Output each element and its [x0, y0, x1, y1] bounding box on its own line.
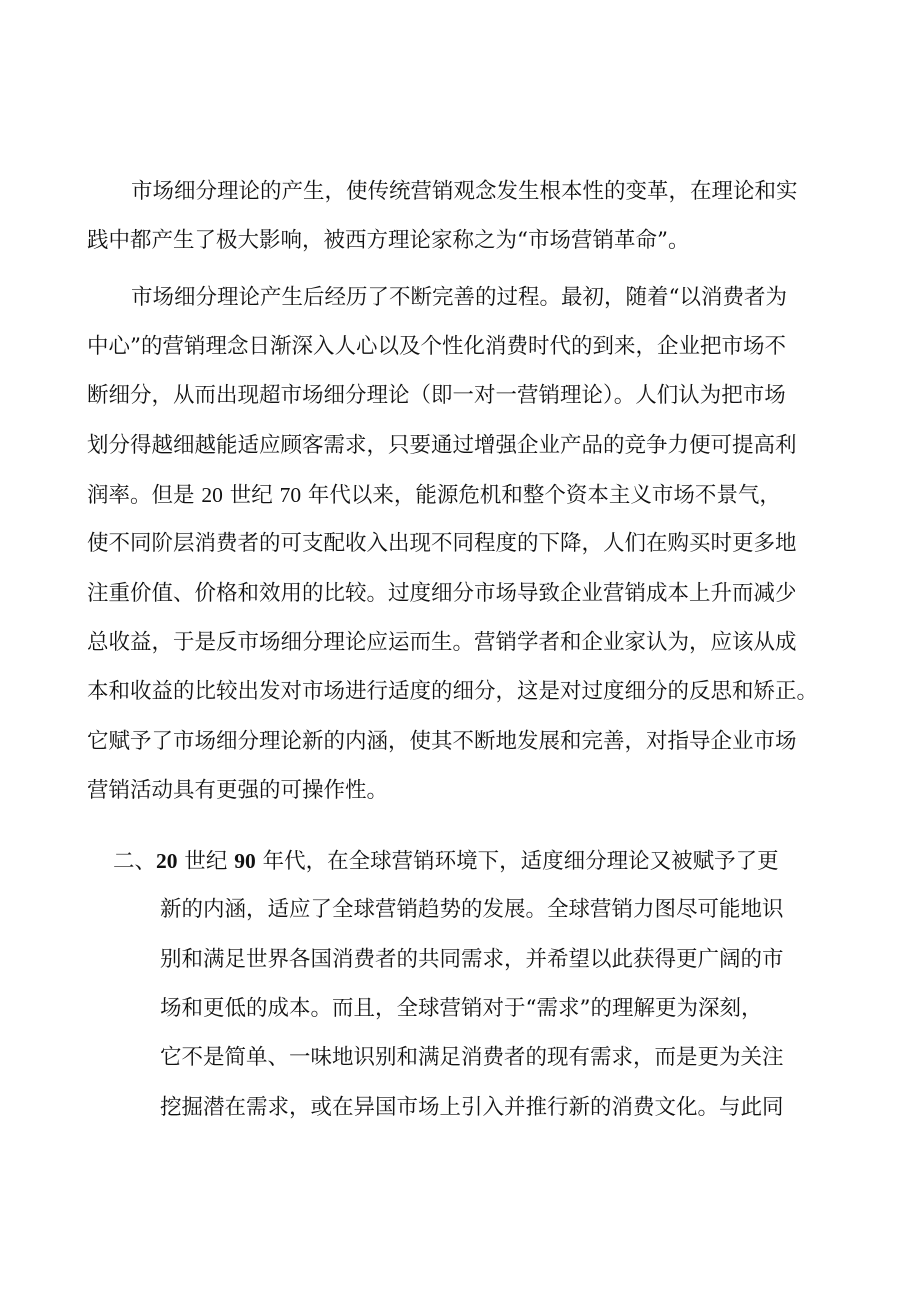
- paragraph-1-line-1: 市场细分理论的产生，使传统营销观念发生根本性的变革，在理论和实: [131, 179, 798, 204]
- paragraph-2-line-5-year-20: 20: [201, 483, 223, 507]
- section-2-marker: 二、: [113, 849, 157, 874]
- paragraph-2-line-5-text-a: 润率。但是: [87, 483, 195, 508]
- section-2-text-a: 世纪: [184, 849, 228, 874]
- paragraph-2-line-11: 营销活动具有更强的可操作性。: [87, 778, 389, 803]
- paragraph-2-line-8: 总收益，于是反市场细分理论应运而生。营销学者和企业家认为，应该从成: [87, 630, 797, 655]
- paragraph-2-line-3: 断细分，从而出现超市场细分理论（即一对一营销理论）。人们认为把市场: [87, 383, 786, 408]
- paragraph-2-line-2: 中心”的营销理念日渐深入人心以及个性化消费时代的到来，企业把市场不: [87, 334, 786, 359]
- paragraph-2-line-5-year-70: 70: [279, 483, 302, 507]
- section-2-line-1: [113, 846, 779, 877]
- section-2-year-20: 20: [156, 849, 178, 873]
- paragraph-2-line-5: [87, 480, 781, 511]
- section-2-text-b: 年代，在全球营销环境下，适度细分理论又被赋予了更: [262, 849, 779, 874]
- paragraph-2-line-6: 使不同阶层消费者的可支配收入出现不同程度的下降，人们在购买时更多地: [87, 531, 797, 556]
- paragraph-2-line-9: 本和收益的比较出发对市场进行适度的细分，这是对过度细分的反思和矫正。: [87, 679, 819, 704]
- section-2-line-4: 场和更低的成本。而且，全球营销对于“需求”的理解更为深刻，: [160, 996, 763, 1021]
- section-2-line-3: 别和满足世界各国消费者的共同需求，并希望以此获得更广阔的市: [160, 947, 784, 972]
- paragraph-2-line-4: 划分得越细越能适应顾客需求，只要通过增强企业产品的竞争力便可提高利: [87, 433, 797, 458]
- paragraph-2-line-1: 市场细分理论产生后经历了不断完善的过程。最初，随着“以消费者为: [131, 285, 787, 310]
- section-2-line-6: 挖掘潜在需求，或在异国市场上引入并推行新的消费文化。与此同: [160, 1095, 784, 1120]
- paragraph-1-line-2: 践中都产生了极大影响，被西方理论家称之为“市场营销革命”。: [87, 228, 690, 253]
- paragraph-2-line-5-text-b: 世纪: [229, 483, 273, 508]
- section-2-line-2: 新的内涵，适应了全球营销趋势的发展。全球营销力图尽可能地识: [160, 897, 784, 922]
- paragraph-2-line-5-text-c: 年代以来，能源危机和整个资本主义市场不景气，: [307, 483, 781, 508]
- paragraph-2-line-10: 它赋予了市场细分理论新的内涵，使其不断地发展和完善，对指导企业市场: [87, 729, 797, 754]
- paragraph-2-line-7: 注重价值、价格和效用的比较。过度细分市场导致企业营销成本上升而减少: [87, 581, 797, 606]
- section-2-line-5: 它不是简单、一味地识别和满足消费者的现有需求，而是更为关注: [160, 1045, 784, 1070]
- section-2-year-90: 90: [234, 849, 256, 873]
